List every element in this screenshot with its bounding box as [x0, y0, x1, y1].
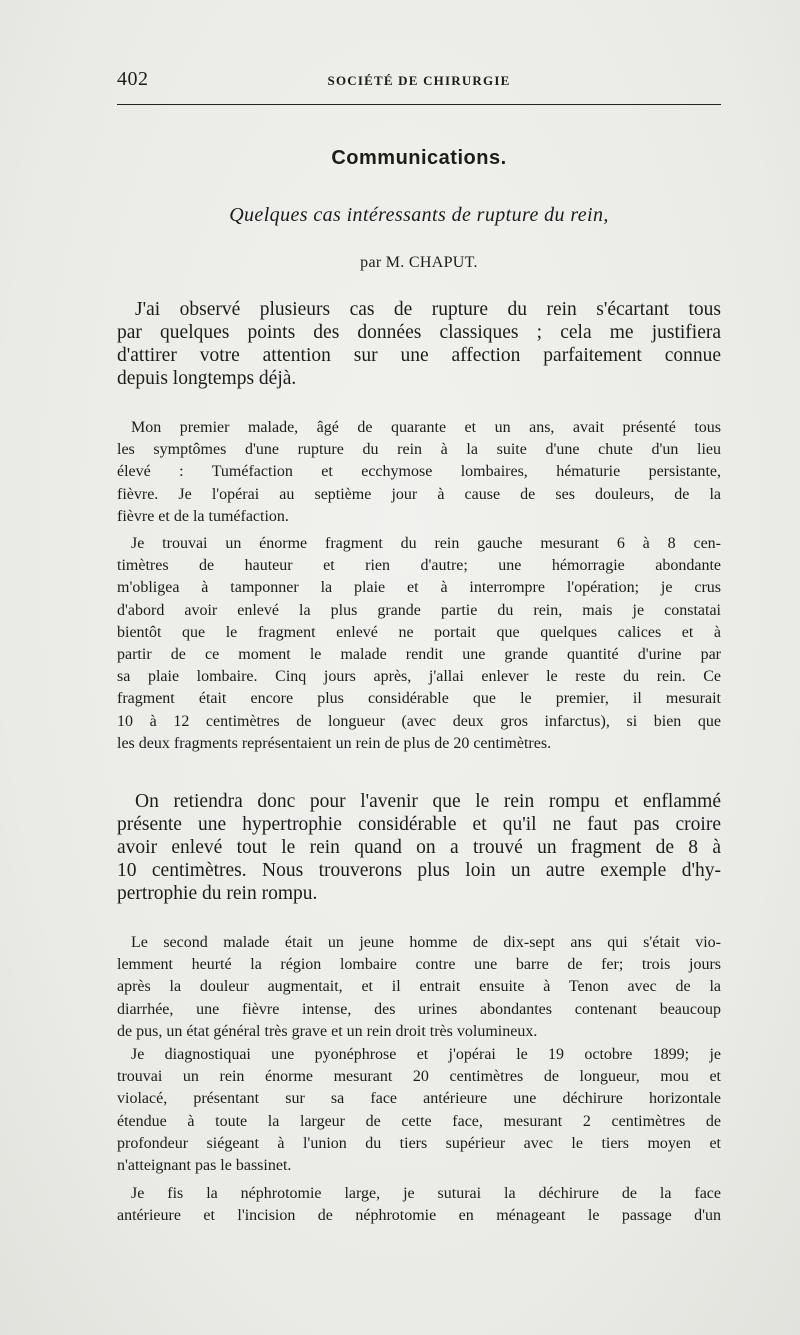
- text-line: d'abord avoir enlevé la plus grande partie du rein, mais je constatai: [117, 601, 721, 619]
- text-line: profondeur siégeant à l'union du tiers supérieur avec le tiers moyen et: [117, 1134, 721, 1152]
- text-line: On retiendra donc pour l'avenir que le rein rompu et enflammé: [135, 791, 721, 812]
- page-number: 402: [117, 68, 149, 90]
- text-line: fièvre. Je l'opérai au septième jour à cause de ses douleurs, de la: [117, 485, 721, 503]
- text-line: m'obligea à tamponner la plaie et à interrompre l'opération; je crus: [117, 579, 721, 597]
- page-header: [117, 68, 721, 96]
- text-line: les deux fragments représentaient un rein de plus de 20 centimètres.: [117, 734, 552, 752]
- text-line: les symptômes d'une rupture du rein à la suite d'une chute d'un lieu: [117, 441, 721, 459]
- paragraph-conclusion: [117, 790, 721, 905]
- text-line: Je fis la néphrotomie large, je suturai la déchirure de la face: [131, 1185, 721, 1202]
- text-line: Le second malade était un jeune homme de dix-sept ans qui s'était vio-: [131, 934, 721, 951]
- text-line: J'ai observé plusieurs cas de rupture du rein s'écartant tous: [135, 299, 721, 320]
- text-line: depuis longtemps déjà.: [117, 368, 297, 389]
- running-title: SOCIÉTÉ DE CHIRURGIE: [327, 73, 511, 88]
- paragraph-case-2: [117, 932, 721, 1043]
- text-line: par quelques points des données classiques ; cela me justifiera: [117, 322, 721, 343]
- text-line: bientôt que le fragment enlevé ne portait que quelques calices et à: [117, 623, 721, 641]
- text-line: fragment était encore plus considérable que le premier, il mesurait: [117, 690, 721, 708]
- text-line: n'atteignant pas le bassinet.: [117, 1157, 292, 1175]
- header-rule: [117, 104, 721, 105]
- paragraph-case-2-diagnosis: [117, 1044, 721, 1177]
- text-line: antérieure et l'incision de néphrotomie en ménageant le passage d'un: [117, 1207, 721, 1225]
- text-line: 10 centimètres. Nous trouverons plus loin un autre exemple d'hy-: [117, 860, 721, 881]
- section-heading: Communications.: [331, 147, 507, 169]
- text-line: Je diagnostiquai une pyonéphrose et j'opérai le 19 octobre 1899; je: [131, 1046, 721, 1063]
- text-line: étendue à toute la largeur de cette face, mesurant 2 centimètres de: [117, 1112, 721, 1130]
- text-line: Mon premier malade, âgé de quarante et un ans, avait présenté tous: [131, 419, 721, 436]
- text-line: d'attirer votre attention sur une affection parfaitement connue: [117, 345, 721, 366]
- text-line: fièvre et de la tuméfaction.: [117, 507, 289, 525]
- text-line: Je trouvai un énorme fragment du rein gauche mesurant 6 à 8 cen-: [131, 535, 721, 552]
- paragraph-intro: [117, 298, 721, 390]
- article-author: par M. CHAPUT.: [360, 254, 478, 271]
- text-line: trouvai un rein énorme mesurant 20 centimètres de longueur, mou et: [117, 1068, 721, 1086]
- paragraph-case-1-findings: [117, 533, 721, 755]
- text-line: timètres de hauteur et rien d'autre; une hémorragie abondante: [117, 557, 721, 575]
- text-line: présente une hypertrophie considérable et qu'il ne faut pas croire: [117, 814, 721, 835]
- article-title: Quelques cas intéressants de rupture du rein,: [229, 204, 609, 226]
- paragraph-case-2-operation: [117, 1183, 721, 1227]
- text-line: de pus, un état général très grave et un rein droit très volumineux.: [117, 1022, 538, 1040]
- text-line: élevé : Tuméfaction et ecchymose lombaires, hématurie persistante,: [117, 463, 721, 481]
- text-line: 10 à 12 centimètres de longueur (avec deux gros infarctus), si bien que: [117, 712, 721, 730]
- text-line: sa plaie lombaire. Cinq jours après, j'allai enlever le reste du rein. Ce: [117, 668, 721, 686]
- text-line: pertrophie du rein rompu.: [117, 883, 318, 904]
- text-line: après la douleur augmentait, et il entrait ensuite à Tenon avec de la: [117, 978, 721, 996]
- text-line: partir de ce moment le malade rendit une grande quantité d'urine par: [117, 646, 721, 664]
- text-line: lemment heurté la région lombaire contre une barre de fer; trois jours: [117, 956, 721, 974]
- text-line: violacé, présentant sur sa face antérieure une déchirure horizontale: [117, 1090, 721, 1108]
- text-line: diarrhée, une fièvre intense, des urines abondantes contenant beaucoup: [117, 1000, 721, 1018]
- paragraph-case-1: [117, 417, 721, 528]
- text-line: avoir enlevé tout le rein quand on a trouvé un fragment de 8 à: [117, 837, 721, 858]
